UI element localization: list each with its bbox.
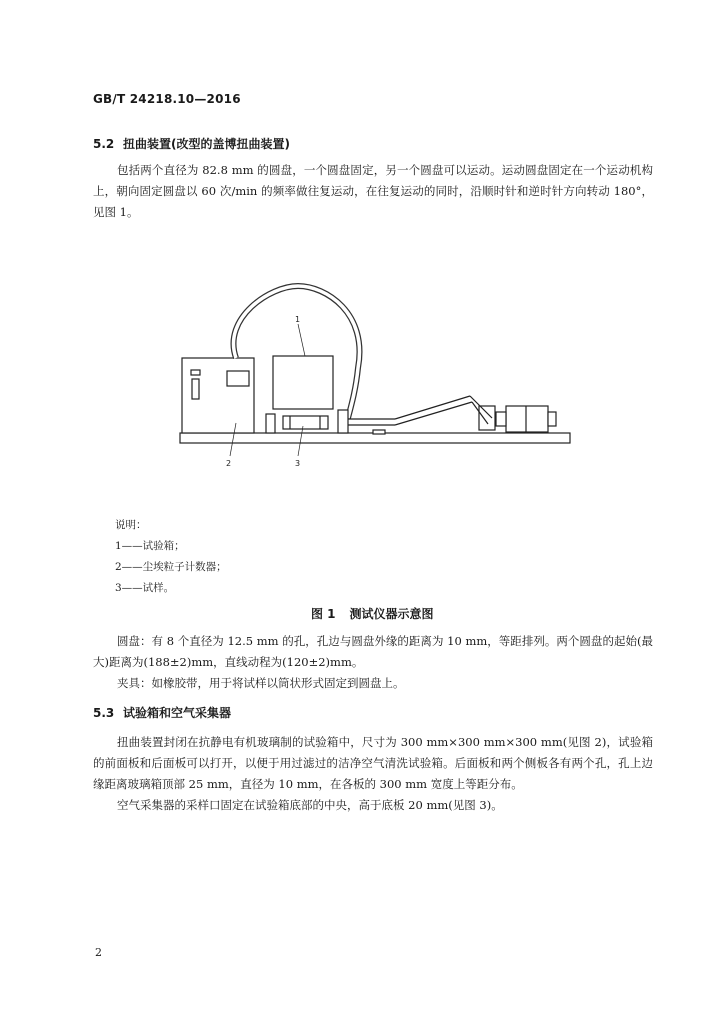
figure-1-legend-title: 说明： xyxy=(115,519,147,531)
motor-body xyxy=(506,406,548,432)
shaft-bracket xyxy=(373,430,385,434)
figure-1-caption-text: 测试仪器示意图 xyxy=(349,607,434,621)
standard-number-header: GB/T 24218.10—2016 xyxy=(93,92,241,106)
figure-1-diagram xyxy=(170,278,580,478)
callout-1-leader xyxy=(298,324,305,356)
section-5-2-title: 扭曲装置(改型的盖博扭曲装置) xyxy=(123,137,290,151)
fixed-disk-support xyxy=(266,414,275,433)
clamp-description-paragraph: 夹具：如橡胶带，用于将试样以筒状形式固定到圆盘上。 xyxy=(117,676,405,690)
figure-1-legend-item: 3——试样。 xyxy=(115,582,175,594)
section-5-2-heading xyxy=(93,135,290,152)
callout-1: 1 xyxy=(295,315,301,324)
section-5-3-paragraph-1: 扭曲装置封闭在抗静电有机玻璃制的试验箱中，尺寸为 300 mm×300 mm×300 mm(见图 2)，试验箱的前面板和后面板可以打开，以便于用过滤过的洁净空气清洗试验箱。后面板和两个侧板各有两个孔，孔上边缘距离玻璃箱顶部 25 mm，直径为 10 mm，在各板的 300 mm 宽度上等距分布。 xyxy=(93,735,653,791)
page-number: 2 xyxy=(95,946,102,959)
crank-arm-bottom xyxy=(395,402,472,425)
motor-coupling xyxy=(496,412,506,426)
section-5-3-title: 试验箱和空气采集器 xyxy=(123,706,232,720)
section-5-3-heading xyxy=(93,704,231,721)
figure-1-caption xyxy=(311,605,434,622)
callout-2: 2 xyxy=(226,459,232,468)
figure-1-legend-item: 1——试验箱； xyxy=(115,540,185,552)
callout-3: 3 xyxy=(295,459,301,468)
test-chamber xyxy=(273,356,333,409)
section-5-3-number: 5.3 xyxy=(93,706,115,720)
figure-1-caption-number: 图 1 xyxy=(311,607,336,621)
disk-description-paragraph: 圆盘：有 8 个直径为 12.5 mm 的孔，孔边与圆盘外缘的距离为 10 mm，等距排列。两个圆盘的起始(最大)距离为(188±2)mm，直线动程为(120±2)mm。 xyxy=(93,634,653,669)
section-5-2-number: 5.2 xyxy=(93,137,115,151)
figure-1-legend-item: 2——尘埃粒子计数器； xyxy=(115,561,227,573)
particle-counter-box xyxy=(182,358,254,433)
section-5-3-paragraph-2: 空气采集器的采样口固定在试验箱底部的中央，高于底板 20 mm(见图 3)。 xyxy=(117,798,503,812)
crank-block xyxy=(479,406,495,430)
section-5-2-paragraph: 包括两个直径为 82.8 mm 的圆盘，一个圆盘固定，另一个圆盘可以运动。运动圆盘固定在一个运动机构上，朝向固定圆盘以 60 次/min 的频率做往复运动，在往复运动的同时，沿顺时针和逆时针方向转动 180°，见图 1。 xyxy=(93,163,653,219)
crank-arm-top xyxy=(395,396,470,419)
motor-end-cap xyxy=(548,412,556,426)
moving-disk-support xyxy=(338,410,348,433)
